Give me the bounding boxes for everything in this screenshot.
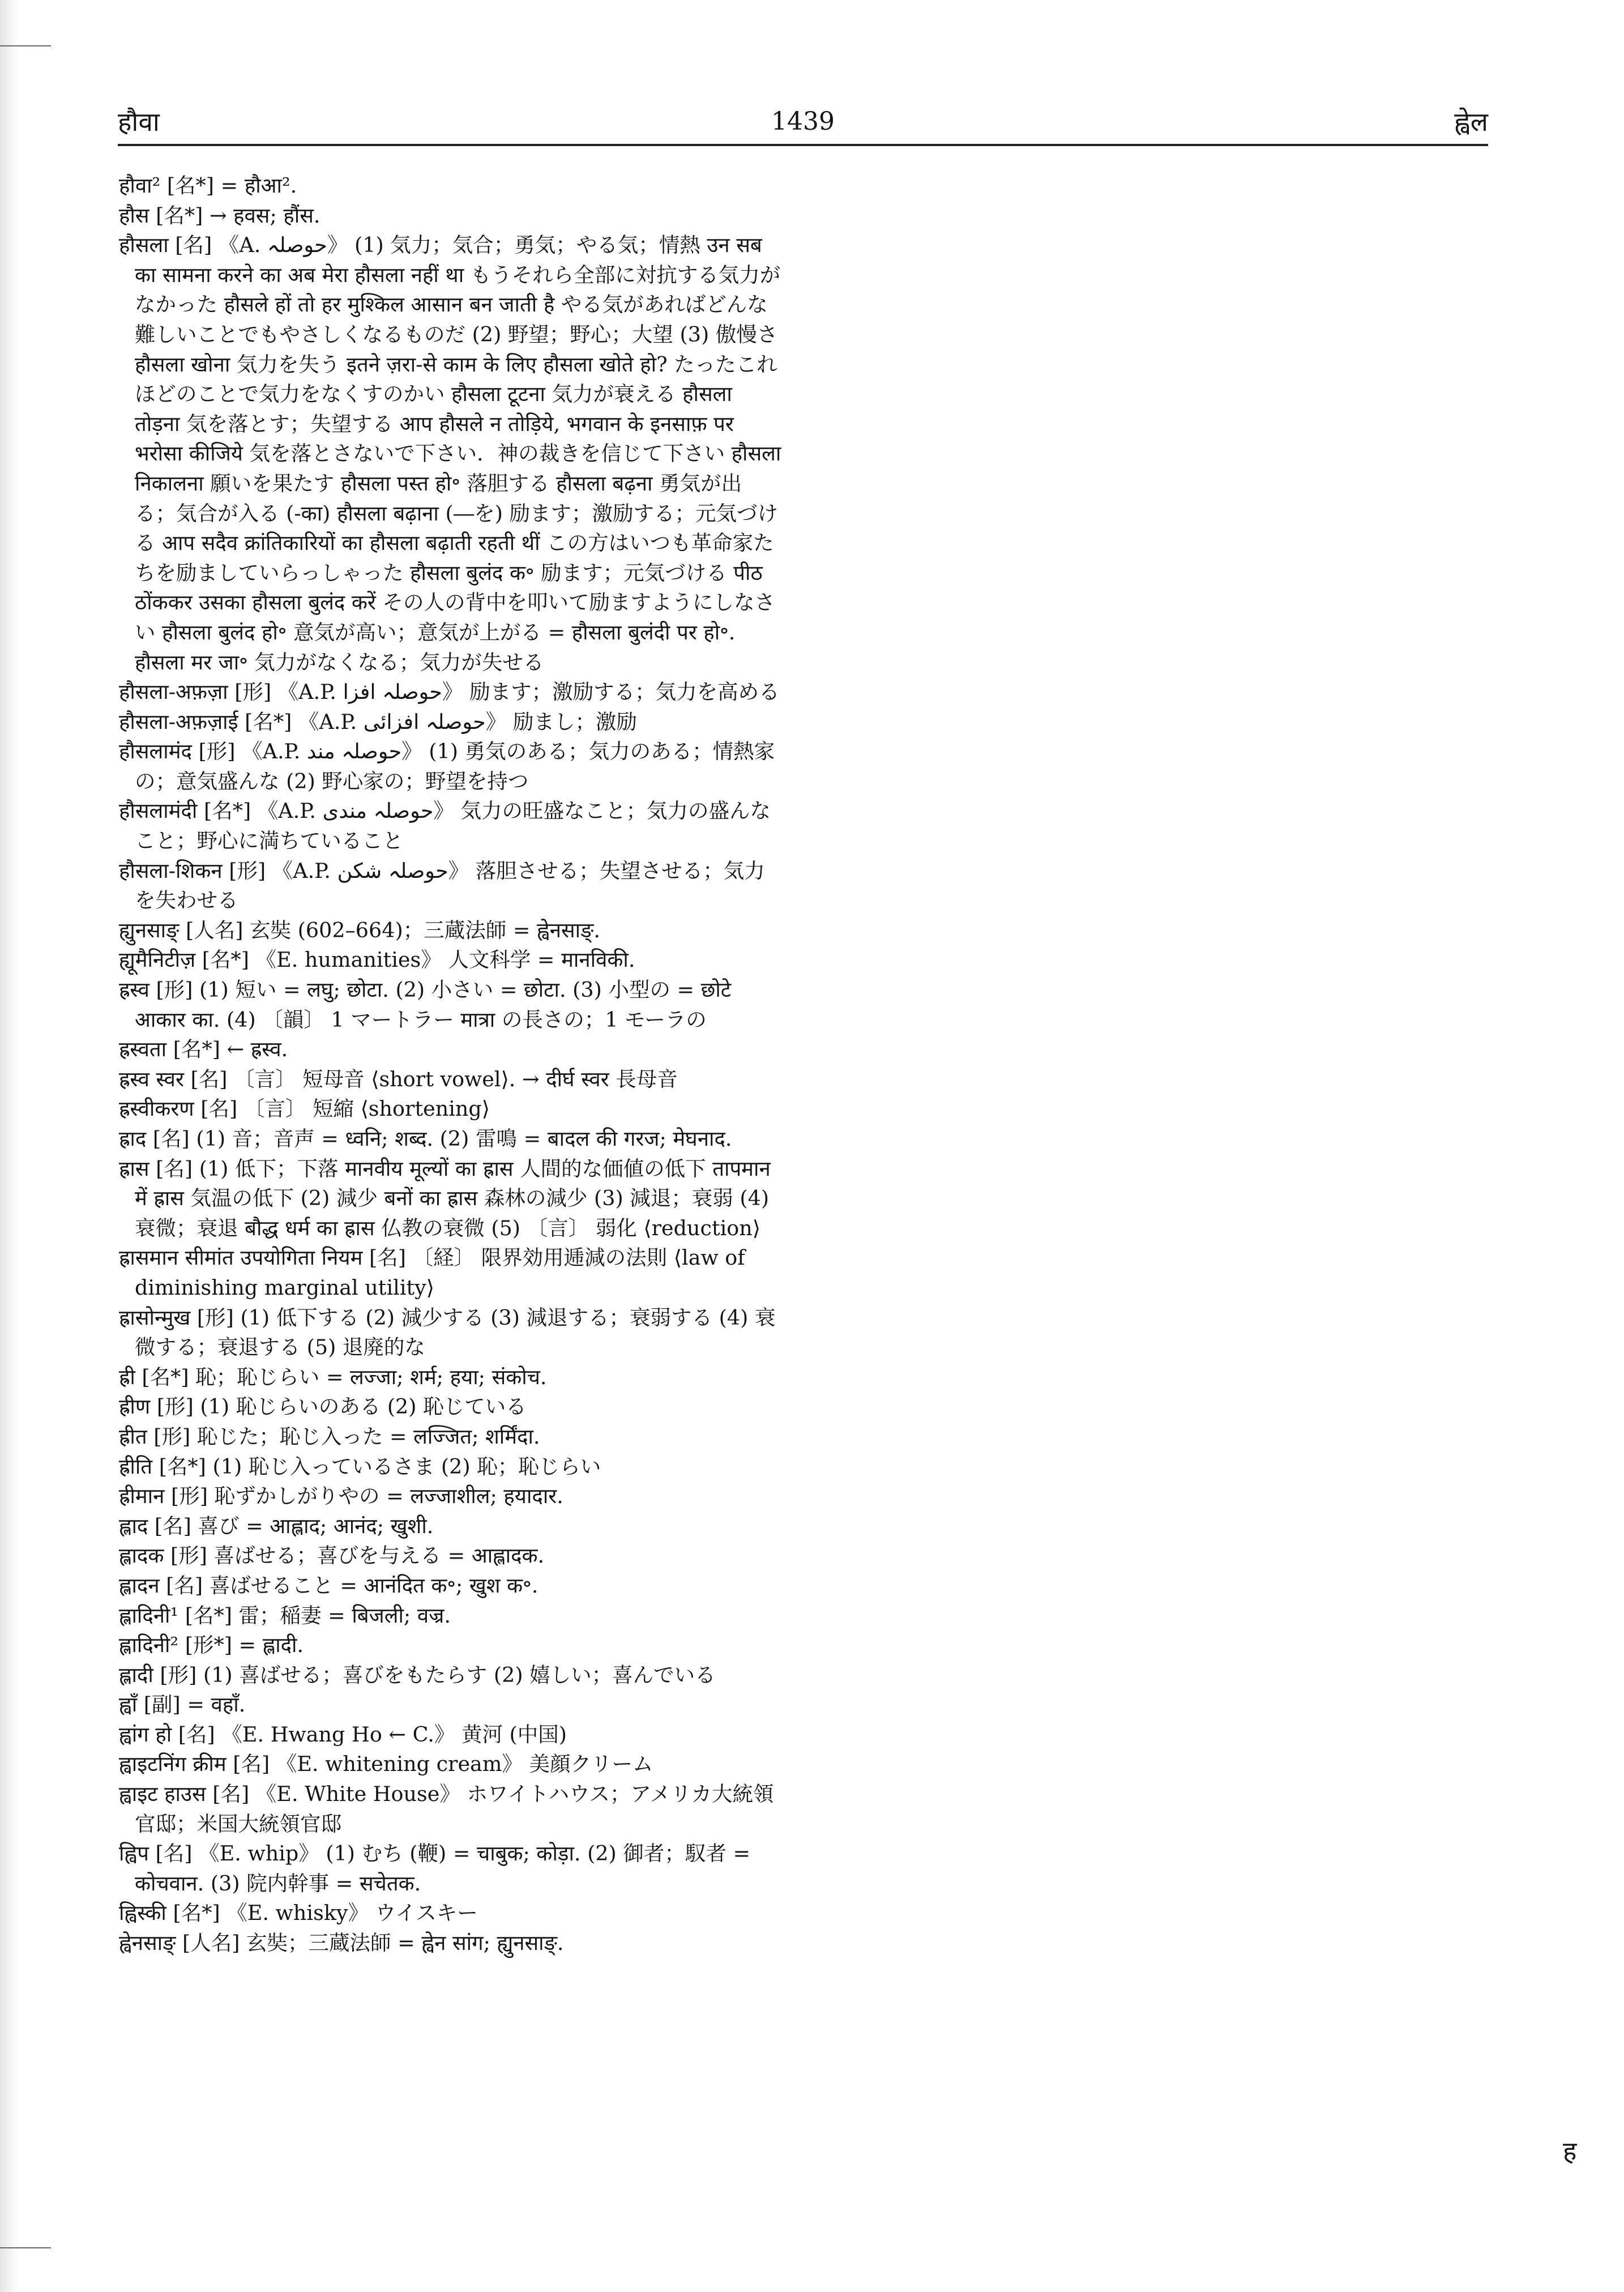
- entry: ह्वाइट हाउस [名] 《E. White House》 ホワイトハウス；アメリカ大統領官邸；米国大統領官邸: [119, 1782, 774, 1836]
- entry: ह्लादन [名] 喜ばせること = आनंदित क॰; खुश क॰.: [119, 1573, 539, 1598]
- entry: ह्रस्वता [名*] ← ह्रस्व.: [119, 1037, 288, 1062]
- entry: ह्री [名*] 恥；恥じらい = लज्जा; शर्म; हया; संकोच.: [119, 1364, 547, 1389]
- header-rule: [118, 144, 1488, 146]
- entry: ह्यूमैनिटीज़ [名*] 《E. humanities》 人文科学 = मानविकी.: [119, 947, 635, 972]
- entry: ह्रीत [形] 恥じた；恥じ入った = लज्जित; शर्मिंदा.: [119, 1424, 540, 1449]
- thumb-index-letter: ह: [1563, 2136, 1577, 2166]
- entry: ह्रास [名] (1) 低下；下落 मानवीय मूल्यों का ह्रास 人間的な価値の低下 तापमान में ह्रास 気温の低下 (2) 減少 बनों का ह्रास 森林の減少 (3) 減退；衰弱 (4) 衰微；衰退 बौद्ध धर्म का ह्रास 仏教の衰微 (5) 〔言〕 弱化 ⟨reduction⟩: [119, 1156, 771, 1240]
- header-last-word: ह्वेल: [1454, 106, 1488, 137]
- entry: ह्रासोन्मुख [形] (1) 低下する (2) 減少する (3) 減退する；衰弱する (4) 衰微する；衰退する (5) 退廃的な: [119, 1305, 776, 1360]
- entry: हौवा² [名*] = हौआ².: [119, 173, 297, 198]
- entry: हौसला-अफ़ज़ाई [名*] 《A.P. حوصلہ افزائی》 励まし；激励: [119, 709, 637, 734]
- header-first-word: हौवा: [118, 106, 160, 137]
- entry: ह्वांग हो [名] 《E. Hwang Ho ← C.》 黄河 (中国): [119, 1722, 567, 1747]
- entry: हौसलामंद [形] 《A.P. حوصلہ مند》 (1) 勇気のある；気力のある；情熱家の；意気盛んな (2) 野心家の；野望を持つ: [119, 739, 775, 793]
- entry: ह्रासमान सीमांत उपयोगिता नियम [名] 〔経〕 限界効用逓減の法則 ⟨law of diminishing marginal utility⟩: [119, 1245, 745, 1300]
- entry: ह्रीति [名*] (1) 恥じ入っているさま (2) 恥；恥じらい: [119, 1454, 601, 1479]
- entry: ह्लादिनी¹ [名*] 雷；稲妻 = बिजली; वज्र.: [119, 1603, 451, 1628]
- entry: ह्रस्वीकरण [名] 〔言〕 短縮 ⟨shortening⟩: [119, 1096, 490, 1121]
- entry: ह्लादिनी² [形*] = ह्लादी.: [119, 1633, 304, 1658]
- entry: ह्लाद [名] 喜び = आह्लाद; आनंद; खुशी.: [119, 1513, 434, 1538]
- gutter-mark: [0, 45, 51, 46]
- entry: ह्युनसाङ् [人名] 玄奘 (602–664)；三蔵法師 = ह्वेनसाङ्.: [119, 917, 600, 942]
- entry: ह्लादक [形] 喜ばせる；喜びを与える = आह्लादक.: [119, 1543, 545, 1568]
- entry: ह्रीमान [形] 恥ずかしがりやの = लज्जाशील; हयादार.: [119, 1484, 563, 1509]
- scan-edge: [0, 0, 19, 2292]
- gutter-mark: [0, 2247, 51, 2248]
- entry: हौसला-शिकन [形] 《A.P. حوصلہ شکن》 落胆させる；失望させる；気力を失わせる: [119, 858, 765, 913]
- entry: ह्लादी [形] (1) 喜ばせる；喜びをもたらす (2) 嬉しい；喜んでいる: [119, 1662, 716, 1687]
- page-header: [118, 102, 1488, 147]
- entry: हौसला-अफ़ज़ा [形] 《A.P. حوصلہ افزا》 励ます；激励する；気力を高める: [119, 680, 780, 705]
- entry: ह्रस्व [形] (1) 短い = लघु; छोटा. (2) 小さい = छोटा. (3) 小型の = छोटे आकार का. (4) 〔韻〕 1 マートラー मात्रा の長さの；1 モーラの: [119, 978, 732, 1032]
- entry: ह्वाइटनिंग क्रीम [名] 《E. whitening cream》 美顔クリーム: [119, 1752, 653, 1777]
- entry: ह्रीण [形] (1) 恥じらいのある (2) 恥じている: [119, 1394, 527, 1419]
- entry: ह्राद [名] (1) 音；音声 = ध्वनि; शब्द. (2) 雷鳴 = बादल की गरज; मेघनाद.: [119, 1126, 732, 1151]
- entry: हौसलामंदी [名*] 《A.P. حوصلہ مندی》 気力の旺盛なこと；気力の盛んなこと；野心に満ちていること: [119, 799, 771, 853]
- entry: ह्वाँ [副] = वहाँ.: [119, 1692, 246, 1717]
- entry: ह्विप [名] 《E. whip》 (1) むち (鞭) = चाबुक; कोड़ा. (2) 御者；馭者 = कोचवान. (3) 院内幹事 = सचेतक.: [119, 1841, 751, 1896]
- dictionary-entries: [119, 171, 781, 1958]
- entry: हौस [名*] → हवस; हौंस.: [119, 203, 320, 228]
- entry: हौसला [名] 《A. حوصلہ》 (1) 気力；気合；勇気；やる気；情熱 उन सब का सामना करने का अब मेरा हौसला नहीं था もうそれら全部に対抗する気力がなかった हौसले हों तो हर मुश्किल आसान बन जाती है やる気があればどんな難しいことでもやさしくなるものだ (2) 野望；野心；大望 (3) 傲慢さ हौसला खोना 気力を失う इतने ज़रा-से काम के लिए हौसला खोते हो? たったこれほどのことで気力をなくすのかい हौसला टूटना 気力が衰える हौसला तोड़ना 気を落とす；失望する आप हौसले न तोड़िये, भगवान के इनसाफ़ पर भरोसा कीजिये 気を落とさないで下さい．神の裁きを信じて下さい हौसला निकालना 願いを果たす हौसला पस्त हो॰ 落胆する हौसला बढ़ना 勇気が出る；気合が入る (-का) हौसला बढ़ाना (―を) 励ます；激励する；元気づける आप सदैव क्रांतिकारियों का हौसला बढ़ाती रहती थीं この方はいつも革命家たちを励ましていらっしゃった हौसला बुलंद क॰ 励ます；元気づける पीठ ठोंककर उसका हौसला बुलंद करें その人の背中を叩いて励ますようにしなさい हौसला बुलंद हो॰ 意気が高い；意気が上がる = हौसला बुलंदी पर हो॰. हौसला मर जा॰ 気力がなくなる；気力が失せる: [119, 233, 781, 675]
- entry: ह्रस्व स्वर [名] 〔言〕 短母音 ⟨short vowel⟩. → दीर्घ स्वर 長母音: [119, 1066, 678, 1091]
- page-number: 1439: [771, 107, 835, 136]
- entry: ह्वेनसाङ् [人名] 玄奘；三蔵法師 = ह्वेन सांग; ह्युनसाङ्.: [119, 1931, 564, 1956]
- entry: ह्विस्की [名*] 《E. whisky》 ウイスキー: [119, 1901, 478, 1926]
